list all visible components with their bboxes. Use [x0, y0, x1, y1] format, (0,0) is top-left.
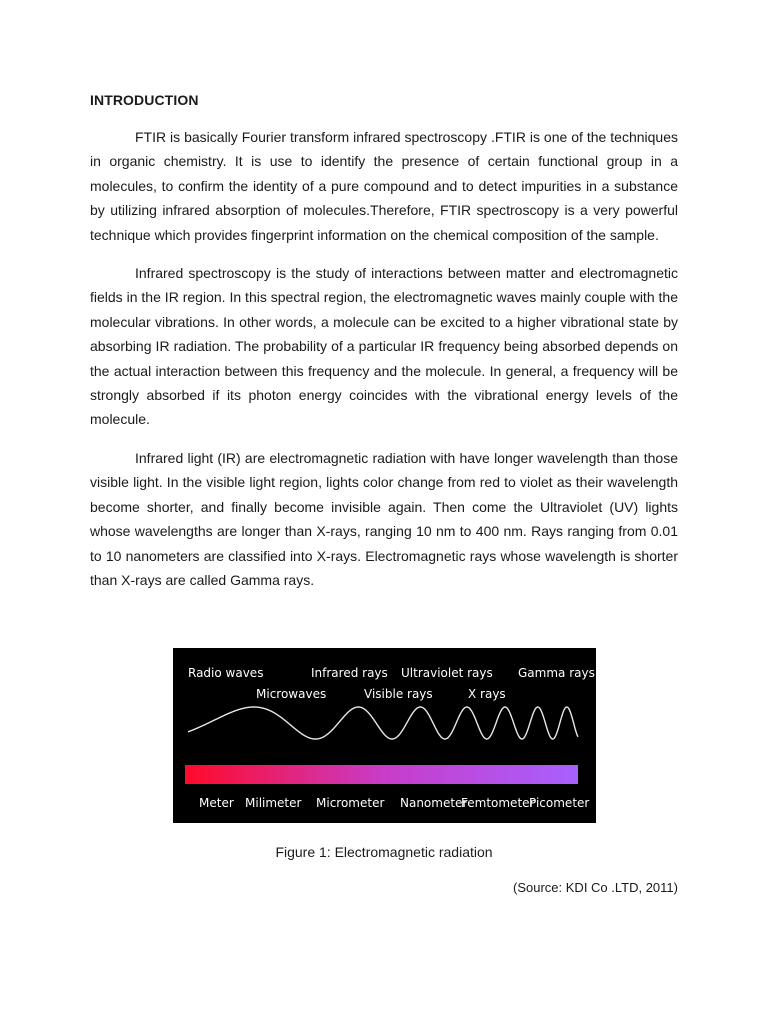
figure-caption: Figure 1: Electromagnetic radiation — [275, 844, 493, 860]
label-meter: Meter — [199, 796, 234, 810]
label-visible-rays: Visible rays — [364, 687, 433, 701]
label-x-rays: X rays — [468, 687, 506, 701]
label-infrared-rays: Infrared rays — [311, 666, 388, 680]
label-microwaves: Microwaves — [256, 687, 327, 701]
label-milimeter: Milimeter — [245, 796, 302, 810]
label-nanometer: Nanometer — [400, 796, 468, 810]
figure-source: (Source: KDI Co .LTD, 2011) — [513, 880, 678, 895]
electromagnetic-spectrum-figure — [173, 648, 596, 823]
section-heading: INTRODUCTION — [90, 92, 199, 108]
label-femtometer: Femtometer — [461, 796, 535, 810]
wave-line — [188, 707, 578, 739]
paragraph-infrared-light: Infrared light (IR) are electromagnetic radiation with have longer wavelength than those visible light. In the visible light region, lights color change from red to violet as their wavelength become shorter, and finally become invisible again. Then come the Ultraviolet (UV) lights whose wavelengths are longer than X-rays, ranging 10 nm to 400 nm. Rays ranging from 0.01 to 10 nanometers are classified into X-rays. Electromagnetic rays whose wavelength is shorter than X-rays are called Gamma rays. — [90, 450, 678, 589]
paragraph-ftir: FTIR is basically Fourier transform infrared spectroscopy .FTIR is one of the techniques in organic chemistry. It is use to identify the presence of certain functional group in a molecules, to confirm the identity of a pure compound and to detect impurities in a substance by utilizing infrared absorption of molecules.Therefore, FTIR spectroscopy is a very powerful technique which provides fingerprint information on the chemical composition of the sample. — [90, 129, 678, 243]
spectrum-color-bar — [185, 765, 578, 784]
label-picometer: Picometer — [529, 796, 590, 810]
label-gamma-rays: Gamma rays — [518, 666, 595, 680]
label-radio-waves: Radio waves — [188, 666, 264, 680]
label-ultraviolet-rays: Ultraviolet rays — [401, 666, 493, 680]
paragraph-infrared-spectroscopy: Infrared spectroscopy is the study of interactions between matter and electromagnetic fields in the IR region. In this spectral region, the electromagnetic waves mainly couple with the molecular vibrations. In other words, a molecule can be excited to a higher vibrational state by absorbing IR radiation. The probability of a particular IR frequency being absorbed depends on the actual interaction between this frequency and the molecule. In general, a frequency will be strongly absorbed if its photon energy coincides with the vibrational energy levels of the molecule. — [90, 265, 678, 428]
label-micrometer: Micrometer — [316, 796, 385, 810]
